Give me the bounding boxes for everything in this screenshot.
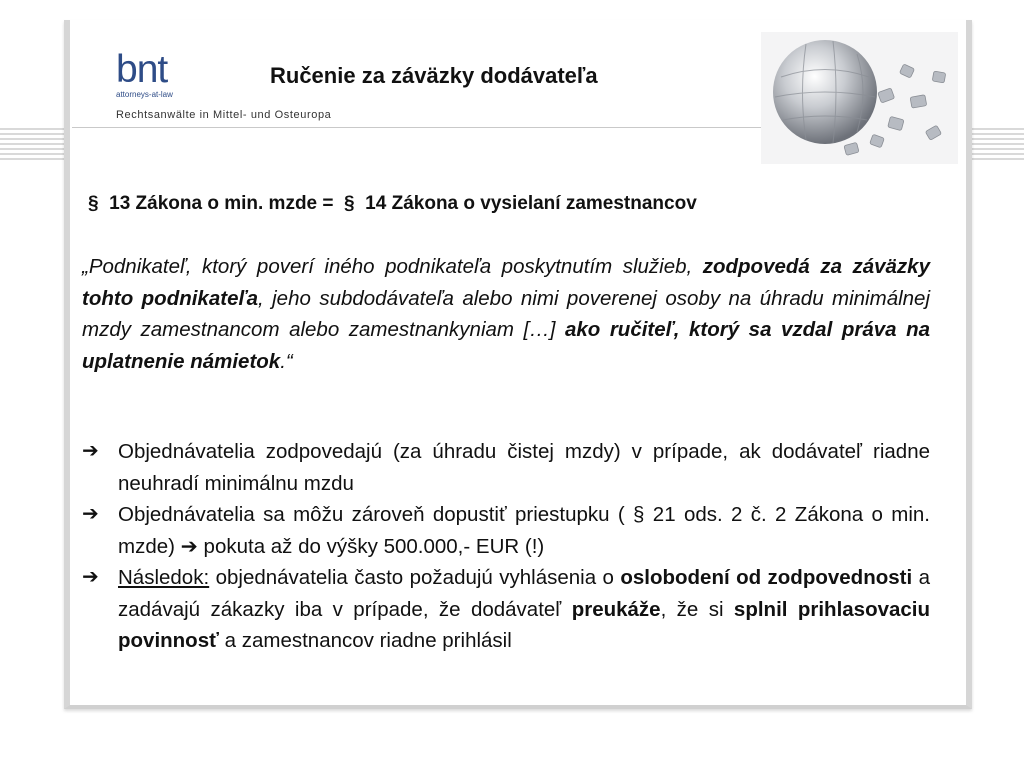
arrow-right-icon: ➔ (82, 503, 99, 525)
puzzle-globe-image (761, 32, 958, 164)
bullet-text: objednávatelia často požadujú vyhlásenia o (209, 566, 621, 589)
logo: bnt (116, 48, 168, 91)
legal-quote (82, 251, 930, 377)
quote-bold: ako ručiteľ, ktorý sa vzdal práva na uplatnenie námietok (82, 318, 930, 373)
bullet-bold: splnil prihlasovaciu povinnosť (118, 597, 931, 652)
section-heading: § 13 Zákona o min. mzde = § 14 Zákona o vysielaní zamestnancov (88, 193, 697, 214)
logo-subtitle: attorneys-at-law (116, 90, 173, 99)
arrow-right-icon: ➔ (180, 534, 198, 558)
quote-text: , jeho subdodávateľa alebo nimi poverenej osoby na úhradu minimálnej mzdy zamestnancom alebo zamestnankyniam […] (82, 286, 931, 341)
quote-text: „Podnikateľ, ktorý poverí iného podnikateľa poskytnutím služieb, (82, 255, 703, 278)
arrow-right-icon: ➔ (82, 566, 99, 588)
bullet-list (82, 436, 930, 657)
bullet-text: pokuta až do výšky 500.000,- EUR (!) (197, 534, 545, 558)
header-divider (72, 127, 766, 128)
bullet-text: a zamestnancov riadne prihlásil (218, 629, 512, 652)
bullet-bold: preukáže (571, 597, 661, 621)
bullet-text: Objednávatelia zodpovedajú (za úhradu čistej mzdy) v prípade, ak dodávateľ riadne neuhradí minimálnu mzdu (118, 440, 930, 495)
slide-title: Ručenie za záväzky dodávateľa (270, 63, 598, 88)
arrow-right-icon: ➔ (82, 440, 99, 462)
left-decor-band (0, 128, 70, 162)
quote-text: .“ (280, 349, 293, 373)
list-item (82, 499, 930, 562)
bullet-text: Objednávatelia sa môžu zároveň dopustiť priestupku ( § 21 ods. 2 č. 2 Zákona o min. mzde) (118, 503, 930, 558)
tagline: Rechtsanwälte in Mittel- und Osteuropa (116, 109, 332, 121)
bullet-text: a zadávajú zákazky iba v prípade, že dodávateľ (118, 566, 930, 621)
bullet-label: Následok: (118, 566, 210, 589)
bullet-text: , že si (660, 597, 734, 621)
list-item (82, 436, 930, 499)
bullet-bold: oslobodení od zodpovednosti (620, 566, 913, 589)
quote-bold: zodpovedá za záväzky tohto podnikateľa (82, 255, 930, 310)
list-item (82, 562, 930, 657)
